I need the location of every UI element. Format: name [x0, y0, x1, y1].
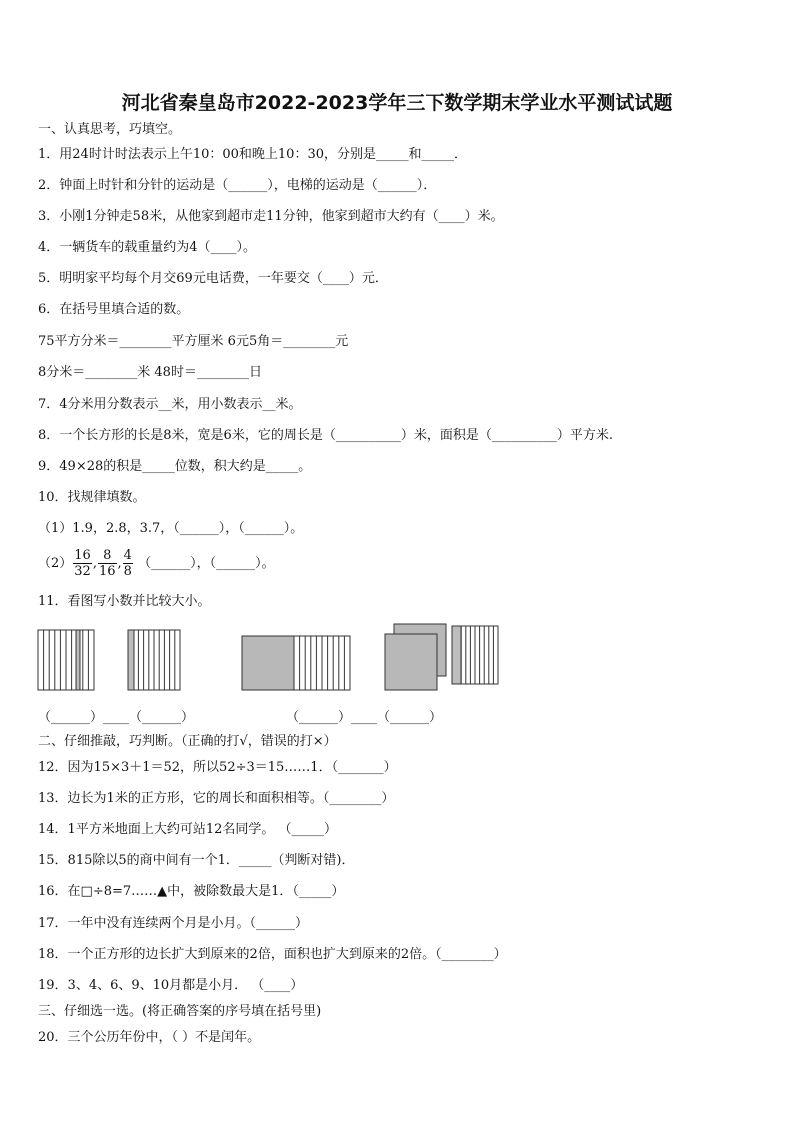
question-10-part-2: （2） $\frac{16}{32}$ , $\frac{8}{16}$ , $\frac{4}{8}$ （______），（______）。 — [38, 548, 275, 579]
question-20: 20．三个公历年份中，（ ）不是闰年。 — [38, 1030, 261, 1045]
question-16: 16．在□÷8=7……▲中，被除数最大是1．（_____） — [38, 884, 345, 899]
fraction-3-denominator: 8 — [123, 564, 132, 579]
fraction-2 — [98, 548, 117, 579]
question-15: 15．815除以5的商中间有一个1．_____（判断对错)． — [38, 853, 355, 868]
question-18: 18．一个正方形的边长扩大到原来的2倍，面积也扩大到原来的2倍。（________） — [38, 947, 507, 962]
figure-squares-d — [385, 624, 498, 690]
question-4: 4．一辆货车的载重量约为4（____）。 — [38, 240, 257, 255]
section-heading-3: 三、仔细选一选。(将正确答案的序号填在括号里) — [38, 1004, 322, 1019]
question-5: 5．明明家平均每个月交69元电话费，一年要交（____）元． — [38, 271, 388, 286]
question-2: 2．钟面上时针和分针的运动是（______），电梯的运动是（______）． — [38, 178, 437, 193]
q10b-suffix: （______），（______）。 — [138, 556, 275, 571]
question-11-answer-left: （______）____（______） — [38, 710, 195, 725]
fraction-1-denominator: 32 — [74, 564, 91, 579]
question-6-part-a: 75平方分米＝________平方厘米 6元5角＝________元 — [38, 334, 349, 349]
question-1: 1．用24时计时法表示上午10：00和晚上10：30，分别是_____和_____． — [38, 147, 467, 162]
question-7: 7．4分米用分数表示__米，用小数表示__米。 — [38, 397, 302, 412]
question-12: 12．因为15×3＋1＝52，所以52÷3＝15……1．（_______） — [38, 760, 397, 775]
q10b-prefix: （2） — [38, 556, 73, 571]
page-title: 河北省秦皇岛市2022-2023学年三下数学期末学业水平测试试题 — [121, 92, 673, 114]
fraction-1 — [73, 548, 92, 579]
question-6-part-b: 8分米＝________米 48时＝________日 — [38, 365, 262, 380]
figure-strips-b — [128, 630, 180, 690]
question-11: 11．看图写小数并比较大小。 — [38, 594, 211, 609]
question-17: 17．一年中没有连续两个月是小月。（______） — [38, 916, 309, 931]
question-10: 10．找规律填数。 — [38, 490, 146, 505]
fraction-3-numerator: 4 — [123, 548, 132, 563]
question-11-answer-right: （______）____（______） — [286, 710, 443, 725]
fraction-2-denominator: 16 — [98, 564, 116, 579]
section-heading-2: 二、仔细推敲，巧判断。（正确的打√，错误的打×） — [38, 734, 337, 749]
question-10-part-1: （1）1.9，2.8，3.7，（______），（______）。 — [38, 521, 304, 536]
section-heading-1: 一、认真思考，巧填空。 — [38, 122, 182, 137]
question-14: 14．1平方米地面上大约可站12名同学。 （_____） — [38, 822, 337, 837]
question-11-figures — [36, 618, 516, 698]
figure-strips-a — [38, 630, 94, 690]
question-19: 19．3、4、6、9、10月都是小月． （____） — [38, 978, 304, 993]
question-3: 3．小刚1分钟走58米，从他家到超市走11分钟，他家到超市大约有（____）米。 — [38, 209, 504, 224]
question-8: 8．一个长方形的长是8米，宽是6米，它的周长是（__________）米，面积是（__________）平方米. — [38, 428, 613, 443]
fraction-3 — [123, 548, 133, 579]
figure-squares-c — [242, 636, 350, 690]
question-6: 6．在括号里填合适的数。 — [38, 302, 190, 317]
question-13: 13．边长为1米的正方形，它的周长和面积相等。（________） — [38, 791, 395, 806]
fraction-2-numerator: 8 — [98, 548, 117, 564]
fraction-1-numerator: 16 — [74, 548, 91, 563]
question-9: 9．49×28的积是_____位数，积大约是_____。 — [38, 459, 312, 474]
